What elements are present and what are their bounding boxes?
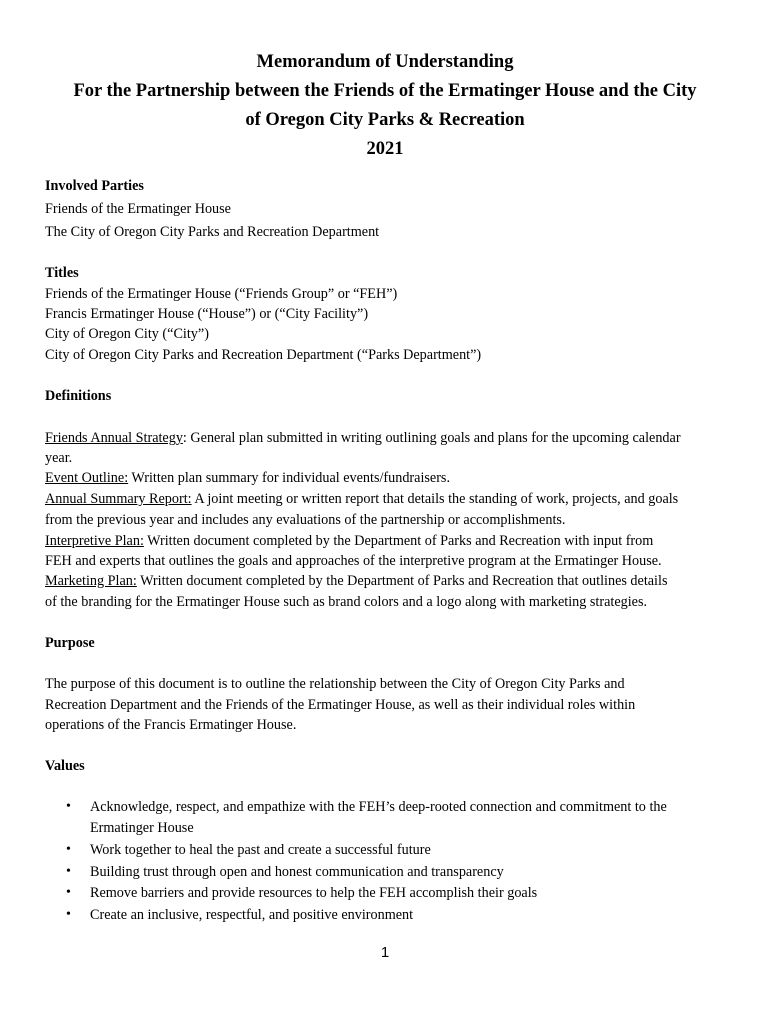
- involved-parties-heading: Involved Parties: [45, 178, 144, 194]
- purpose-text: The purpose of this document is to outline the relationship between the City of Oregon City Parks and: [45, 676, 625, 692]
- definition-text: from the previous year and includes any evaluations of the partnership or accomplishments.: [45, 512, 566, 528]
- purpose-heading: Purpose: [45, 635, 95, 651]
- title-item: City of Oregon City (“City”): [45, 326, 209, 342]
- bullet-icon: •: [66, 907, 71, 922]
- definition-text: year.: [45, 450, 73, 466]
- definition-interpretive-plan: [45, 531, 653, 551]
- bullet-icon: •: [66, 885, 71, 900]
- title-item: Friends of the Ermatinger House (“Friends Group” or “FEH”): [45, 286, 398, 302]
- definition-text: : General plan submitted in writing outlining goals and plans for the upcoming calendar: [182, 430, 681, 446]
- bullet-icon: •: [66, 842, 71, 857]
- party-item: Friends of the Ermatinger House: [45, 201, 231, 217]
- title-year: 2021: [366, 139, 404, 159]
- title-line-2: For the Partnership between the Friends of the Ermatinger House and the City: [73, 81, 697, 101]
- value-item: Remove barriers and provide resources to help the FEH accomplish their goals: [90, 885, 538, 901]
- title-line-1: Memorandum of Understanding: [256, 52, 514, 72]
- title-line-3: of Oregon City Parks & Recreation: [245, 110, 525, 130]
- bullet-icon: •: [66, 864, 71, 879]
- purpose-text: operations of the Francis Ermatinger House.: [45, 717, 297, 733]
- value-item: Work together to heal the past and create a successful future: [90, 842, 431, 858]
- document-title: [20, 48, 750, 164]
- page-number: 1: [380, 944, 390, 961]
- definition-text: A joint meeting or written report that details the standing of work, projects, and goals: [191, 491, 679, 507]
- definition-marketing-plan: [45, 571, 667, 591]
- definition-term: Marketing Plan:: [45, 573, 137, 589]
- bullet-icon: •: [66, 799, 71, 814]
- definition-event-outline: [45, 468, 450, 488]
- definition-text: Written document completed by the Department of Parks and Recreation with input from: [143, 533, 654, 549]
- value-item: Building trust through open and honest communication and transparency: [90, 864, 504, 880]
- purpose-text: Recreation Department and the Friends of the Ermatinger House, as well as their individual roles within: [45, 697, 636, 713]
- definition-term: Event Outline:: [45, 470, 129, 486]
- definition-friends-annual-strategy: [45, 428, 681, 448]
- value-item: Create an inclusive, respectful, and positive environment: [90, 907, 414, 923]
- values-heading: Values: [45, 758, 85, 774]
- definition-text: Written document completed by the Department of Parks and Recreation that outlines details: [136, 573, 668, 589]
- title-item: City of Oregon City Parks and Recreation Department (“Parks Department”): [45, 347, 482, 363]
- definition-term: Annual Summary Report:: [45, 491, 192, 507]
- definition-term: Friends Annual Strategy: [45, 430, 183, 446]
- definition-text: of the branding for the Ermatinger House such as brand colors and a logo along with marketing strategies.: [45, 594, 648, 610]
- value-item-continued: Ermatinger House: [90, 820, 194, 836]
- definition-annual-summary-report: [45, 489, 678, 509]
- definition-term: Interpretive Plan:: [45, 533, 144, 549]
- party-item: The City of Oregon City Parks and Recreation Department: [45, 224, 380, 240]
- title-item: Francis Ermatinger House (“House”) or (“City Facility”): [45, 306, 369, 322]
- titles-heading: Titles: [45, 265, 79, 281]
- definition-text: Written plan summary for individual events/fundraisers.: [128, 470, 450, 486]
- definitions-heading: Definitions: [45, 388, 112, 404]
- value-item: Acknowledge, respect, and empathize with the FEH’s deep-rooted connection and commitment to the: [90, 799, 667, 815]
- definition-text: FEH and experts that outlines the goals and approaches of the interpretive program at the Ermatinger House.: [45, 553, 662, 569]
